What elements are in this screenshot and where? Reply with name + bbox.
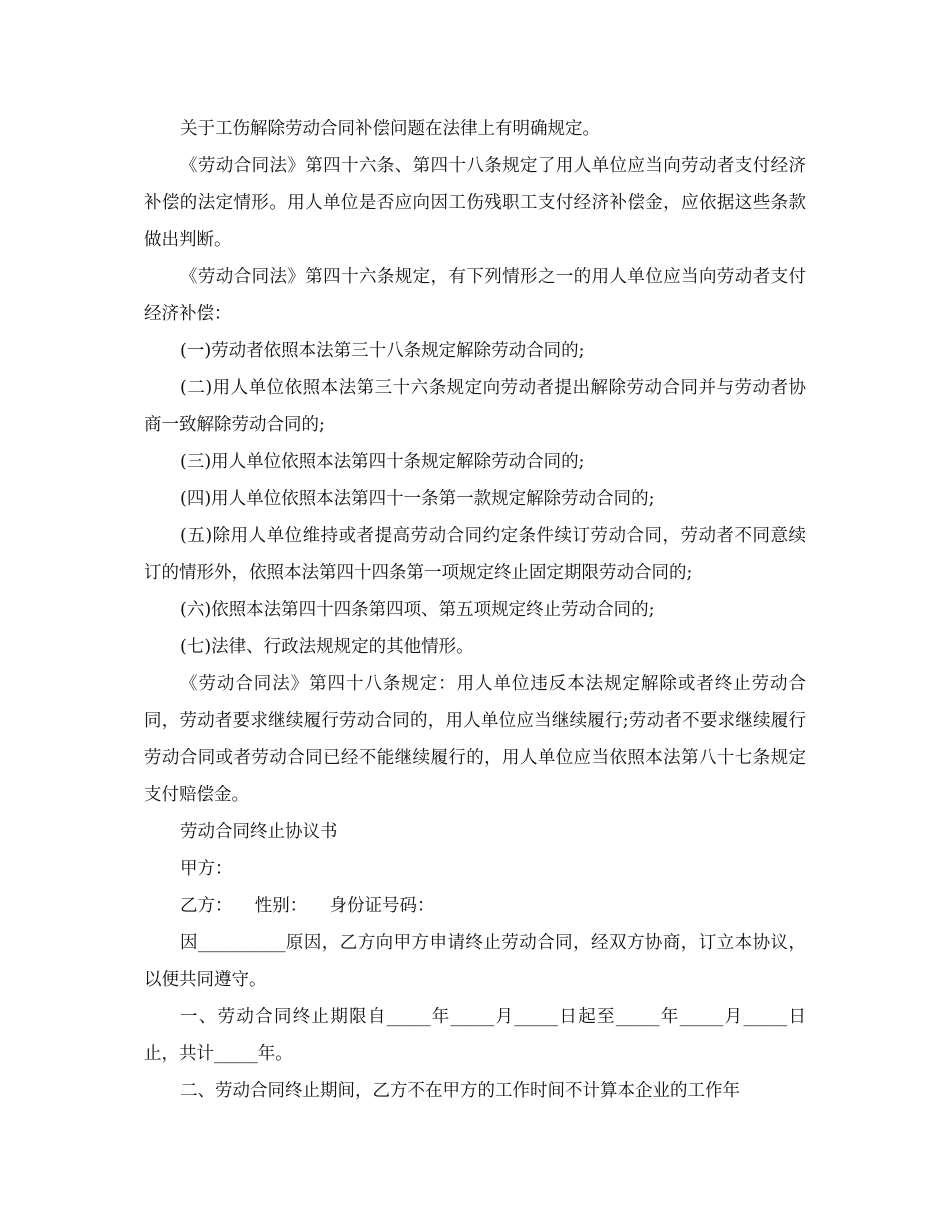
paragraph-intro: 关于工伤解除劳动合同补偿问题在法律上有明确规定。 (180, 119, 600, 139)
agreement-reason: 因__________原因，乙方向甲方申请终止劳动合同，经双方协商，订立本协议，以便共同遵守。 (144, 933, 806, 990)
paragraph-article-48: 《劳动合同法》第四十八条规定：用人单位违反本法规定解除或者终止劳动合同，劳动者要求继续履行劳动合同的，用人单位应当继续履行;劳动者不要求继续履行劳动合同或者劳动合同已经不能继续履行的，用人单位应当依照本法第八十七条规定支付赔偿金。 (144, 674, 806, 805)
document-body (144, 110, 806, 1110)
agreement-clause-2: 二、劳动合同终止期间，乙方不在甲方的工作时间不计算本企业的工作年 (180, 1081, 740, 1101)
list-item-7: (七)法律、行政法规规定的其他情形。 (180, 637, 474, 657)
list-item-6: (六)依照本法第四十四条第四项、第五项规定终止劳动合同的; (180, 600, 655, 620)
list-item-5: (五)除用人单位维持或者提高劳动合同约定条件续订劳动合同，劳动者不同意续订的情形外，依照本法第四十四条第一项规定终止固定期限劳动合同的; (144, 526, 806, 583)
agreement-title: 劳动合同终止协议书 (180, 822, 338, 842)
paragraph-legal-basis: 《劳动合同法》第四十六条、第四十八条规定了用人单位应当向劳动者支付经济补偿的法定情形。用人单位是否应向因工伤残职工支付经济补偿金，应依据这些条款做出判断。 (144, 156, 806, 250)
party-b-line: 乙方： 性别： 身份证号码： (180, 896, 435, 916)
list-item-3: (三)用人单位依照本法第四十条规定解除劳动合同的; (180, 452, 585, 472)
list-item-1: (一)劳动者依照本法第三十八条规定解除劳动合同的; (180, 341, 585, 361)
list-item-2: (二)用人单位依照本法第三十六条规定向劳动者提出解除劳动合同并与劳动者协商一致解除劳动合同的; (144, 378, 806, 435)
paragraph-article-46: 《劳动合同法》第四十六条规定，有下列情形之一的用人单位应当向劳动者支付经济补偿： (144, 267, 806, 324)
party-a-line: 甲方： (180, 859, 233, 879)
agreement-clause-1: 一、劳动合同终止期限自_____年_____月_____日起至_____年_____月_____日止，共计_____年。 (144, 1007, 806, 1064)
list-item-4: (四)用人单位依照本法第四十一条第一款规定解除劳动合同的; (180, 489, 655, 509)
